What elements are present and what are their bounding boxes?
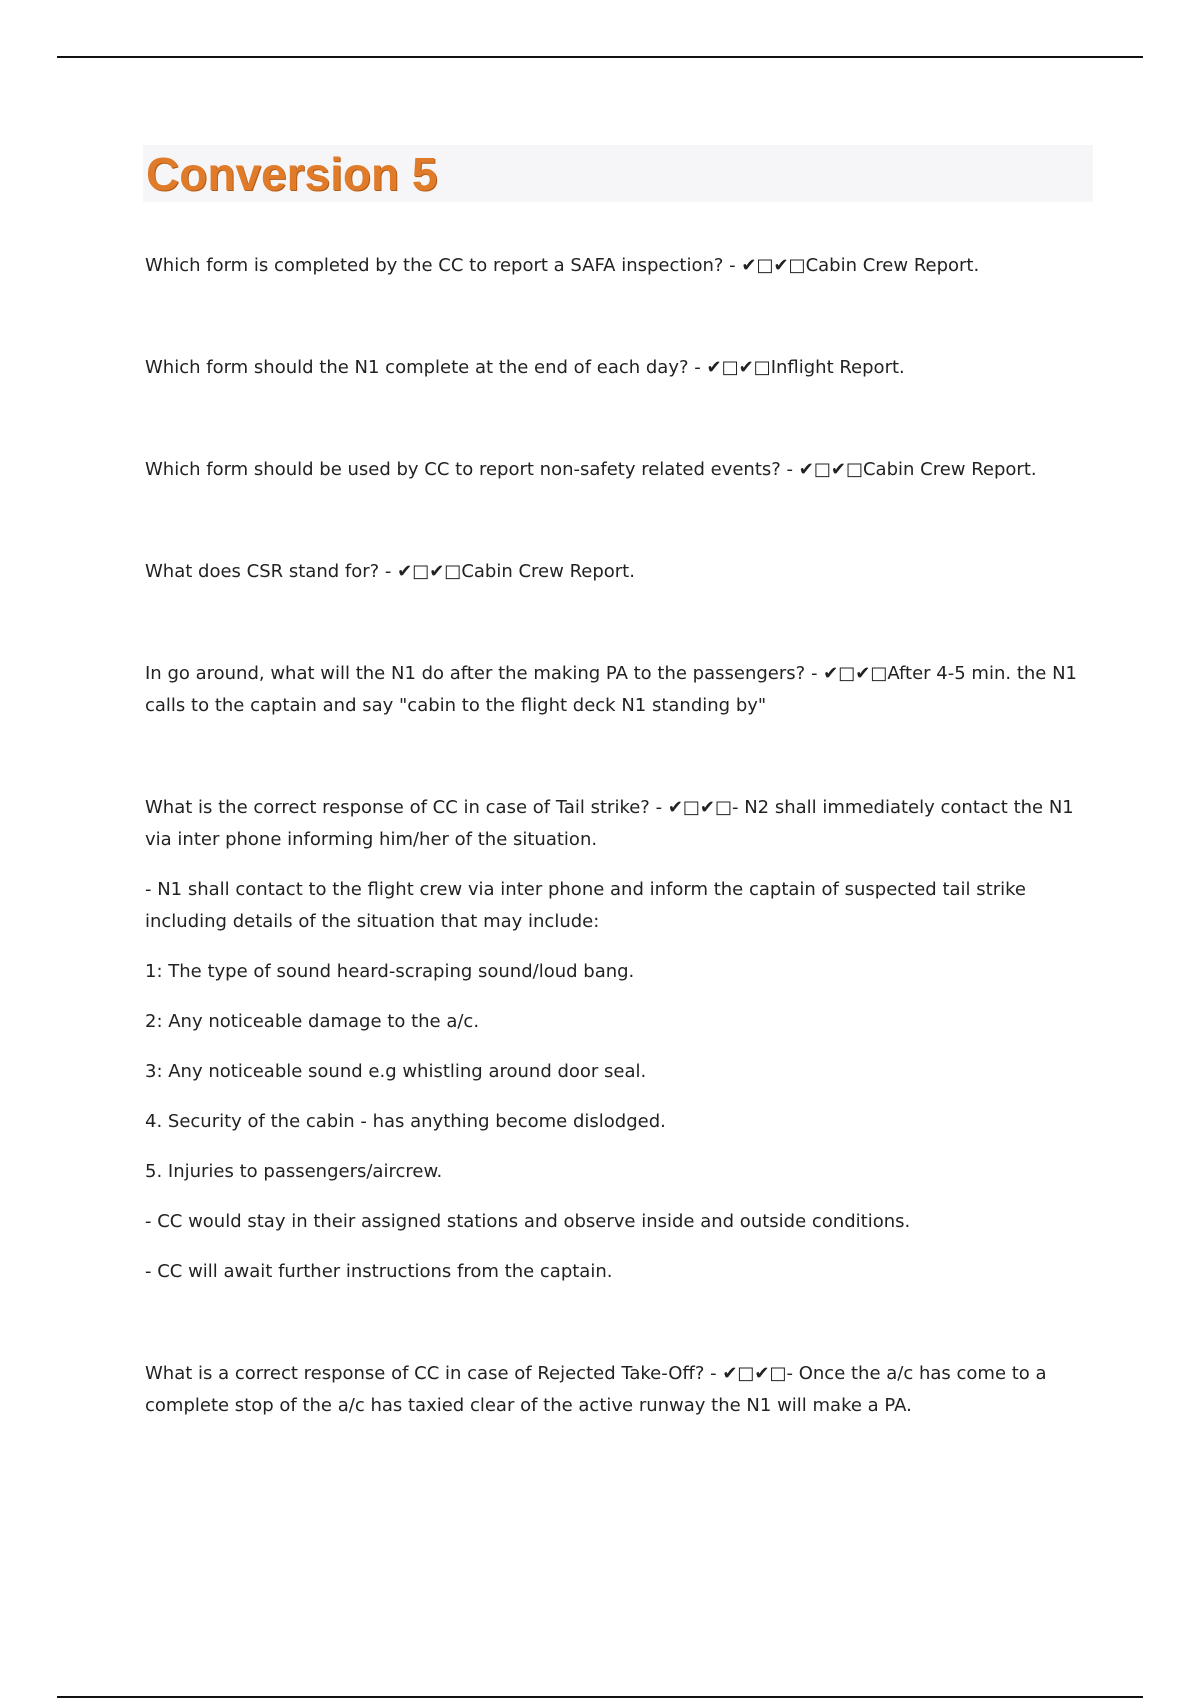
qa-question-line: [145, 556, 1090, 588]
separator: -: [688, 357, 707, 378]
separator: -: [379, 561, 398, 582]
question-text: What does CSR stand for?: [145, 561, 380, 582]
qa-question-line: [145, 250, 1090, 282]
answer-paragraph: 5. Injuries to passengers/aircrew.: [145, 1161, 443, 1182]
separator: -: [704, 1363, 723, 1384]
answer-paragraph: 4. Security of the cabin - has anything become dislodged.: [145, 1111, 666, 1132]
qa-list: [145, 250, 1090, 1492]
answer-paragraph: 2: Any noticeable damage to the a/c.: [145, 1011, 480, 1032]
qa-question-line: [145, 658, 1090, 722]
separator: -: [780, 459, 799, 480]
qa-item: [145, 658, 1090, 722]
question-text: Which form should the N1 complete at the end of each day?: [145, 357, 689, 378]
answer-text: - N2 shall immediately contact the N1 via inter phone informing him/her of the situation.: [145, 797, 1074, 850]
separator: -: [805, 663, 824, 684]
qa-item: [145, 352, 1090, 384]
answer-text: After 4-5 min. the N1 calls to the captain and say "cabin to the flight deck N1 standing by": [145, 663, 1077, 716]
check-marker: ✔□✔□: [706, 357, 771, 378]
question-text: Which form is completed by the CC to report a SAFA inspection?: [145, 255, 724, 276]
answer-text: Cabin Crew Report.: [461, 561, 635, 582]
question-text: What is a correct response of CC in case of Rejected Take-Off?: [145, 1363, 705, 1384]
check-marker: ✔□✔□: [722, 1363, 787, 1384]
qa-item: [145, 250, 1090, 282]
check-marker: ✔□✔□: [798, 459, 863, 480]
check-marker: ✔□✔□: [397, 561, 462, 582]
check-marker: ✔□✔□: [741, 255, 806, 276]
qa-item: [145, 454, 1090, 486]
answer-text: Inflight Report.: [770, 357, 905, 378]
top-rule: [57, 56, 1143, 58]
check-marker: ✔□✔□: [823, 663, 888, 684]
bottom-rule: [57, 1696, 1143, 1698]
separator: -: [649, 797, 668, 818]
qa-item: [145, 792, 1090, 1288]
qa-item: [145, 1358, 1090, 1422]
answer-paragraph: 3: Any noticeable sound e.g whistling around door seal.: [145, 1061, 647, 1082]
separator: -: [723, 255, 742, 276]
answer-text: Cabin Crew Report.: [862, 459, 1037, 480]
qa-item: [145, 556, 1090, 588]
document-title: Conversion 5: [146, 148, 438, 200]
answer-paragraph: - CC will await further instructions from the captain.: [145, 1261, 613, 1282]
answer-paragraph: - CC would stay in their assigned stations and observe inside and outside conditions.: [145, 1211, 911, 1232]
qa-question-line: [145, 352, 1090, 384]
answer-paragraph: 1: The type of sound heard-scraping sound/loud bang.: [145, 961, 635, 982]
qa-question-line: [145, 454, 1090, 486]
qa-question-line: [145, 792, 1090, 856]
question-text: What is the correct response of CC in case of Tail strike?: [145, 797, 650, 818]
check-marker: ✔□✔□: [667, 797, 732, 818]
qa-question-line: [145, 1358, 1090, 1422]
answer-text: Cabin Crew Report.: [805, 255, 980, 276]
answer-paragraph: - N1 shall contact to the flight crew via inter phone and inform the captain of suspected tail strike including details of the situation that may include:: [145, 879, 1026, 932]
question-text: Which form should be used by CC to report non-safety related events?: [145, 459, 781, 480]
answer-text: - Once the a/c has come to a complete stop of the a/c has taxied clear of the active runway the N1 will make a PA.: [145, 1363, 1047, 1416]
question-text: In go around, what will the N1 do after the making PA to the passengers?: [145, 663, 806, 684]
